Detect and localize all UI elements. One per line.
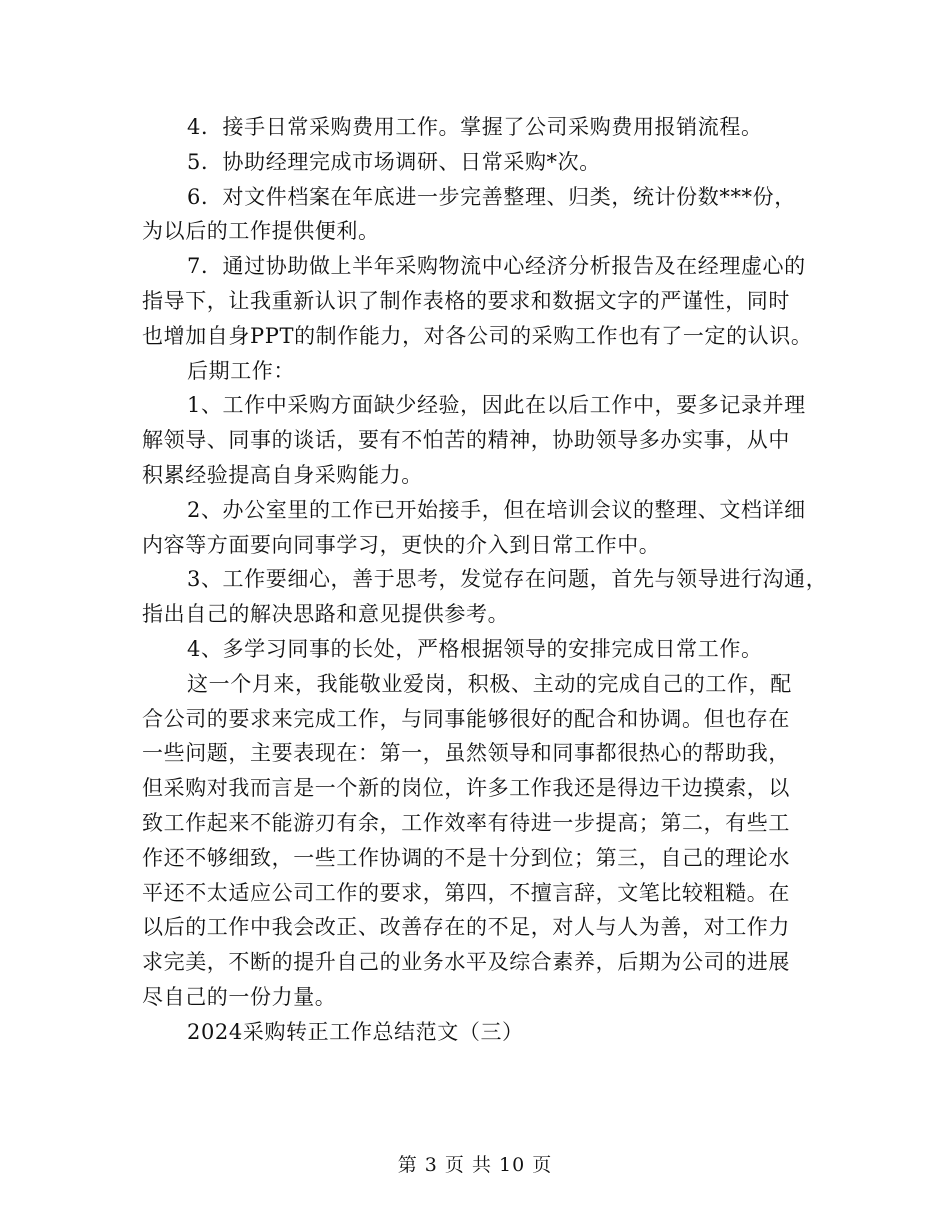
text-line: 1、工作中采购方面缺少经验，因此在以后工作中，要多记录并理: [187, 393, 806, 418]
text-line: 6．对文件档案在年底进一步完善整理、归类，统计份数***份，: [187, 184, 796, 209]
text-line: 指导下，让我重新认识了制作表格的要求和数据文字的严谨性，同时: [142, 288, 790, 313]
text-line: 7．通过协助做上半年采购物流中心经济分析报告及在经理虚心的: [187, 254, 806, 279]
text-line: 一些问题，主要表现在：第一，虽然领导和同事都很热心的帮助我，: [142, 741, 790, 766]
text-line: 平还不太适应公司工作的要求，第四，不擅言辞，文笔比较粗糙。在: [142, 880, 790, 905]
text-line: 求完美，不断的提升自己的业务水平及综合素养，后期为公司的进展: [142, 950, 790, 975]
text-line: 但采购对我而言是一个新的岗位，许多工作我还是得边干边摸索，以: [142, 776, 790, 801]
text-line: 指出自己的解决思路和意见提供参考。: [142, 602, 510, 627]
text-line: 也增加自身PPT的制作能力，对各公司的采购工作也有了一定的认识。: [142, 323, 813, 348]
text-line: 合公司的要求来完成工作，与同事能够很好的配合和协调。但也存在: [142, 706, 790, 731]
section-heading: 后期工作：: [187, 358, 295, 383]
text-line: 为以后的工作提供便利。: [142, 219, 380, 244]
section-title: 2024采购转正工作总结范文（三）: [187, 1019, 524, 1044]
text-line: 内容等方面要向同事学习，更快的介入到日常工作中。: [142, 532, 661, 557]
text-line: 4．接手日常采购费用工作。掌握了公司采购费用报销流程。: [187, 115, 763, 139]
text-line: 5．协助经理完成市场调研、日常采购*次。: [187, 149, 601, 174]
page-number-footer: 第 3 页 共 10 页: [397, 1154, 553, 1176]
text-line: 积累经验提高自身采购能力。: [142, 462, 423, 487]
text-line: 解领导、同事的谈话，要有不怕苦的精神，协助领导多办实事，从中: [142, 428, 790, 453]
text-line: 3、工作要细心，善于思考，发觉存在问题，首先与领导进行沟通，: [187, 567, 828, 592]
text-line: 作还不够细致，一些工作协调的不是十分到位；第三，自己的理论水: [142, 845, 790, 870]
text-line: 尽自己的一份力量。: [142, 984, 337, 1009]
document-body: [142, 110, 828, 1050]
text-line: 以后的工作中我会改正、改善存在的不足，对人与人为善，对工作力: [142, 915, 790, 940]
text-line: 2、办公室里的工作已开始接手，但在培训会议的整理、文档详细: [187, 497, 806, 522]
text-line: 这一个月来，我能敬业爱岗，积极、主动的完成自己的工作，配: [187, 671, 792, 696]
text-line: 致工作起来不能游刃有余，工作效率有待进一步提高；第二，有些工: [142, 810, 790, 835]
text-line: 4、多学习同事的长处，严格根据领导的安排完成日常工作。: [187, 636, 763, 661]
